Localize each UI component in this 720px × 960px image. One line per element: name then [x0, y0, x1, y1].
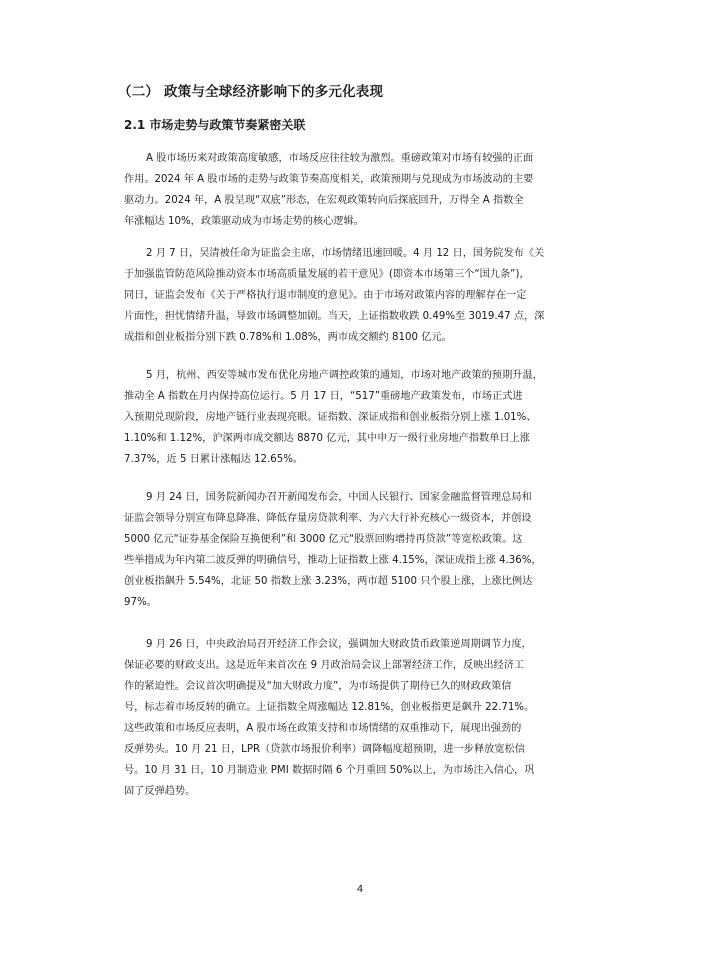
paragraph-line: 号。10 月 31 日，10 月制造业 PMI 数据时隔 6 个月重回 50%以上，为市场注入信心，巩 — [124, 765, 535, 776]
paragraph-line: 5 月，杭州、西安等城市发布优化房地产调控政策的通知，市场对地产政策的预期升温， — [146, 370, 543, 381]
paragraph-line: 同日，证监会发布《关于严格执行退市制度的意见》。由于市场对政策内容的理解存在一定 — [124, 290, 527, 301]
paragraph-line: 年涨幅达 10%，政策驱动成为市场走势的核心逻辑。 — [124, 216, 364, 227]
paragraph-line: 97%。 — [124, 597, 157, 608]
paragraph-line: 保证必要的财政支出。这是近年来首次在 9 月政治局会议上部署经济工作，反映出经济工 — [124, 660, 525, 671]
paragraph-line: 些举措成为年内第二波反弹的明确信号，推动上证指数上涨 4.15%，深证成指上涨 4.36%， — [124, 555, 542, 566]
subsection-title: 2.1 市场走势与政策节奏紧密关联 — [124, 118, 306, 132]
paragraph-line: 推动全 A 指数在月内保持高位运行。5 月 17 日，“517”重磅地产政策发布，市场正式进 — [124, 391, 523, 402]
paragraph-line: 于加强监管防范风险推动资本市场高质量发展的若干意见》(即资本市场第三个“国九条”)， — [124, 269, 530, 280]
paragraph-line: 固了反弹趋势。 — [124, 786, 196, 797]
paragraph-1 — [124, 148, 602, 232]
paragraph-line: 成指和创业板指分别下跌 0.78%和 1.08%，两市成交额约 8100 亿元。 — [124, 332, 452, 343]
paragraph-line: 作的紧迫性。会议首次明确提及“加大财政力度”，为市场提供了期待已久的财政政策信 — [124, 681, 512, 692]
paragraph-line: 2 月 7 日，吴清被任命为证监会主席，市场情绪迅速回暖。4 月 12 日，国务院发布《关 — [146, 248, 545, 259]
paragraph-line: 证监会领导分别宣布降息降准、降低存量房贷款利率、为六大行补充核心一级资本，并创设 — [124, 513, 532, 524]
paragraph-line: 1.10%和 1.12%，沪深两市成交额达 8870 亿元，其中申万一级行业房地产指数单日上涨 — [124, 433, 530, 444]
paragraph-2 — [124, 243, 602, 348]
section-title: （二） 政策与全球经济影响下的多元化表现 — [118, 84, 384, 100]
paragraph-line: 号，标志着市场反转的确立。上证指数全周涨幅达 12.81%，创业板指更是飙升 22.71%。 — [124, 702, 535, 713]
paragraph-line: 反弹势头。10 月 21 日，LPR（贷款市场报价利率）调降幅度超预期，进一步释放宽松信 — [124, 744, 525, 755]
page-number: 4 — [356, 884, 364, 895]
paragraph-line: 9 月 24 日，国务院新闻办召开新闻发布会，中国人民银行、国家金融监督管理总局和 — [146, 492, 532, 503]
paragraph-line: 作用。2024 年 A 股市场的走势与政策节奏高度相关，政策预期与兑现成为市场波动的主要 — [124, 174, 534, 185]
paragraph-line: 9 月 26 日，中央政治局召开经济工作会议，强调加大财政货币政策逆周期调节力度， — [146, 639, 532, 650]
paragraph-line: 7.37%，近 5 日累计涨幅达 12.65%。 — [124, 454, 304, 465]
paragraph-line: 入预期兑现阶段，房地产链行业表现亮眼。证指数、深证成指和创业板指分别上涨 1.01%、 — [124, 412, 537, 423]
paragraph-line: 片面性，担忧情绪升温，导致市场调整加剧。当天，上证指数收跌 0.49%至 3019.47 点，深 — [124, 311, 545, 322]
paragraph-5 — [124, 634, 602, 802]
paragraph-4 — [124, 487, 602, 613]
paragraph-line: 这些政策和市场反应表明，A 股市场在政策支持和市场情绪的双重推动下，展现出强劲的 — [124, 723, 522, 734]
paragraph-line: A 股市场历来对政策高度敏感，市场反应往往较为激烈。重磅政策对市场有较强的正面 — [146, 153, 534, 164]
paragraph-line: 5000 亿元“证券基金保险互换便利”和 3000 亿元“股票回购增持再贷款”等宽松政策。这 — [124, 534, 523, 545]
paragraph-line: 创业板指飙升 5.54%，北证 50 指数上涨 3.23%，两市超 5100 只个股上涨，上涨比例达 — [124, 576, 533, 587]
paragraph-3 — [124, 365, 602, 470]
paragraph-line: 驱动力。2024 年，A 股呈现“双底”形态，在宏观政策转向后探底回升，万得全 A 指数全 — [124, 195, 524, 206]
